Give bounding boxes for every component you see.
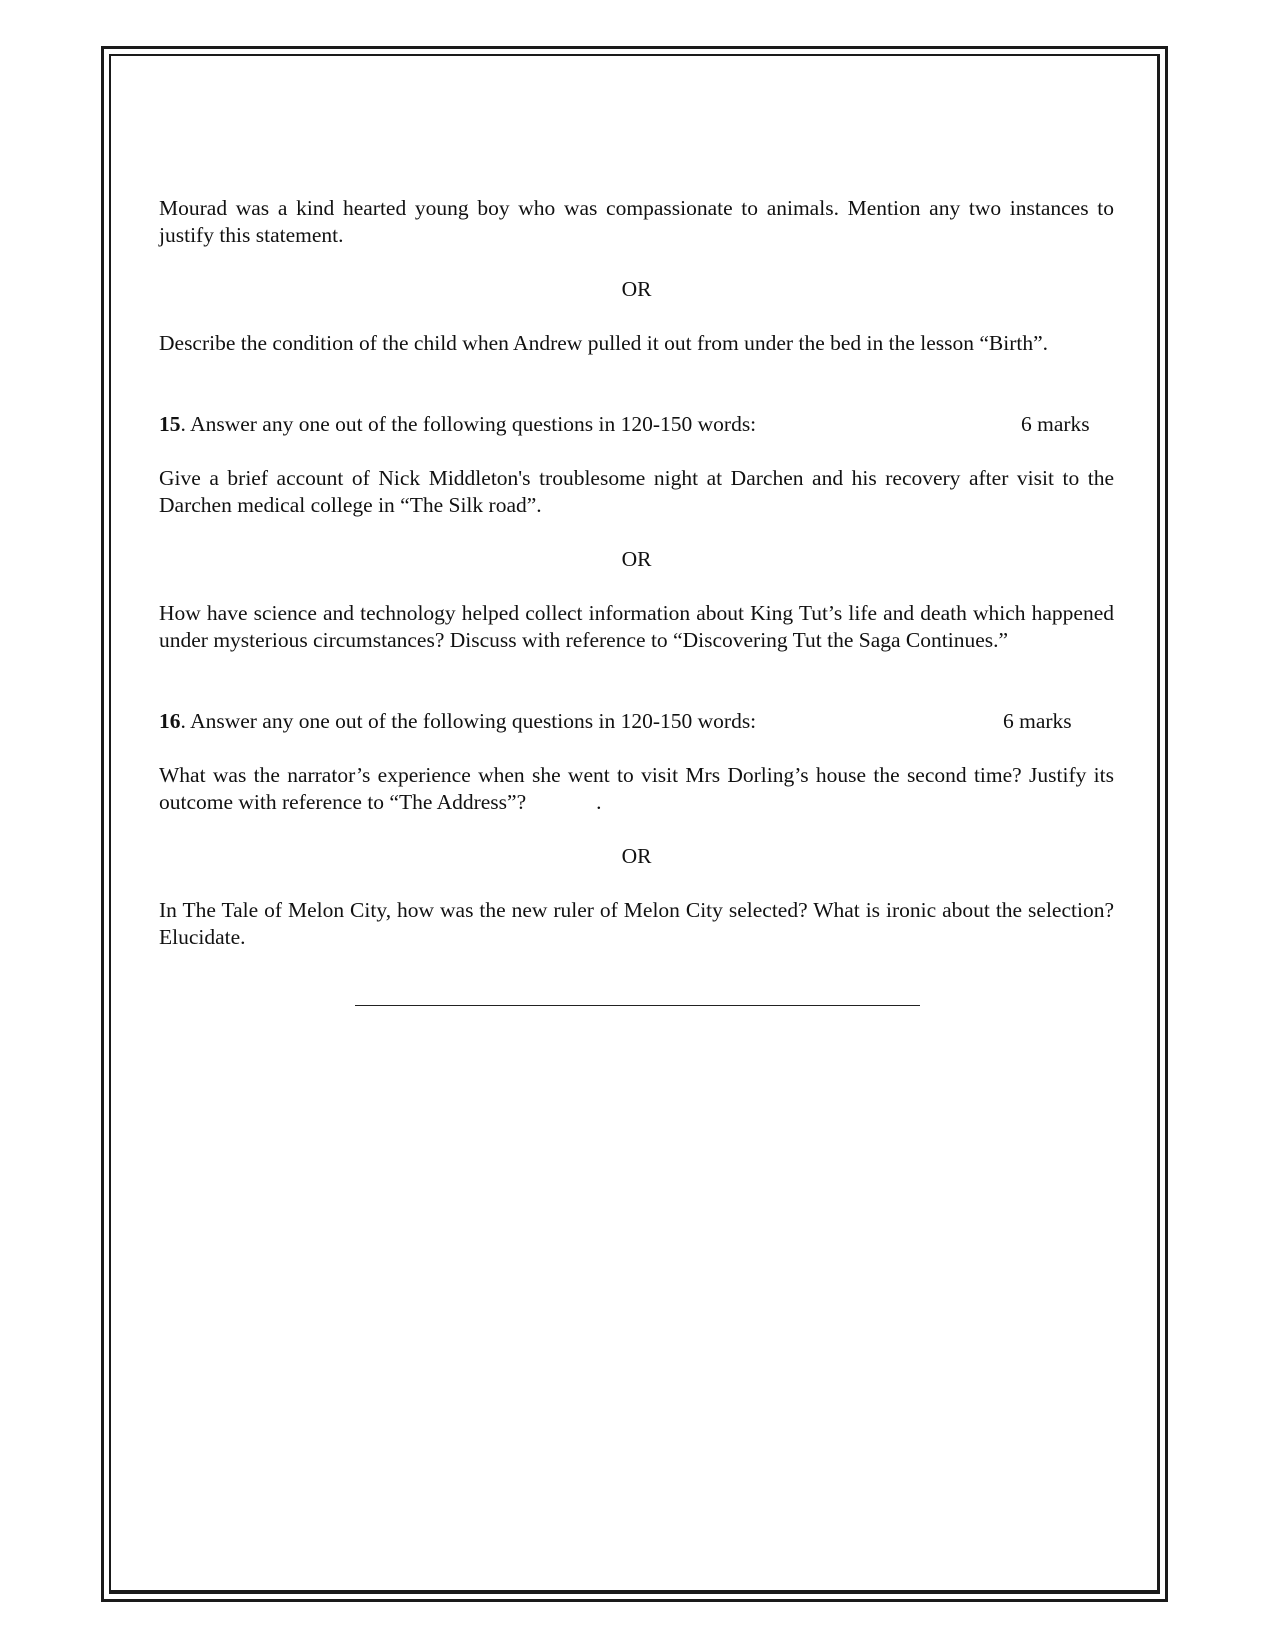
question-14-option-b: Describe the condition of the child when Andrew pulled it out from under the bed in the lesson “Birth”. bbox=[159, 331, 1049, 355]
or-divider-3: OR bbox=[621, 844, 652, 868]
question-15-heading bbox=[159, 411, 756, 438]
question-16-option-a bbox=[159, 762, 1114, 816]
question-15-option-a: Give a brief account of Nick Middleton's troublesome night at Darchen and his recovery after visit to the Darchen medical college in “The Silk road”. bbox=[159, 466, 1114, 517]
question-16-option-b: In The Tale of Melon City, how was the new ruler of Melon City selected? What is ironic about the selection? Elucidate. bbox=[159, 898, 1114, 949]
stray-period: . bbox=[596, 790, 602, 814]
question-14-option-a: Mourad was a kind hearted young boy who was compassionate to animals. Mention any two instances to justify this statement. bbox=[159, 196, 1114, 247]
question-16-heading bbox=[159, 708, 756, 735]
question-15-option-b: How have science and technology helped collect information about King Tut’s life and death which happened under mysterious circumstances? Discuss with reference to “Discovering Tut the Saga Continues.” bbox=[159, 601, 1114, 652]
question-15-number: 15 bbox=[159, 412, 181, 436]
question-15-marks: 6 marks bbox=[1021, 412, 1090, 436]
question-16-instruction: . Answer any one out of the following questions in 120-150 words: bbox=[180, 709, 757, 733]
or-divider-1: OR bbox=[621, 277, 652, 301]
question-16-marks: 6 marks bbox=[1003, 709, 1072, 733]
question-15-instruction: . Answer any one out of the following questions in 120-150 words: bbox=[180, 412, 757, 436]
question-16-option-a-text: What was the narrator’s experience when she went to visit Mrs Dorling’s house the second time? Justify its outcome with reference to “The Address”? bbox=[159, 763, 1114, 814]
or-divider-2: OR bbox=[621, 547, 652, 571]
end-of-paper-rule bbox=[355, 1005, 920, 1006]
question-16-number: 16 bbox=[159, 709, 181, 733]
